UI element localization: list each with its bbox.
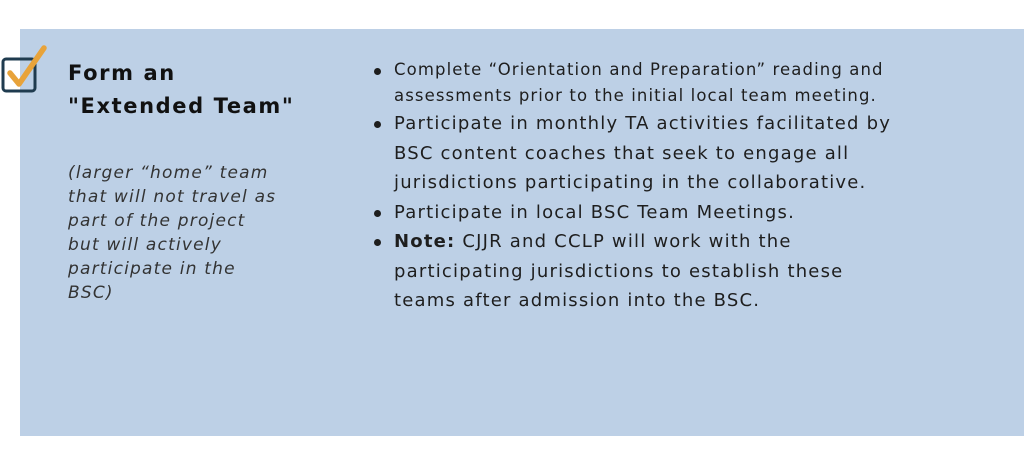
card-subtitle [68,161,338,305]
bullet-line: Complete “Orientation and Preparation” reading and [394,60,884,79]
note-label: Note: [394,231,456,252]
checkbox-checked-icon [0,42,58,100]
subtitle-line: participate in the [68,259,236,279]
subtitle-line: but will actively [68,235,222,255]
bullet-line: Participate in monthly TA activities facilitated by [394,113,892,134]
subtitle-line: BSC) [68,283,114,303]
bullet-item [368,198,1018,228]
bullet-line: BSC content coaches that seek to engage all [394,142,850,164]
subtitle-line: part of the project [68,211,246,231]
bullet-item-note [368,227,1018,316]
bullet-list [368,57,1018,316]
bullet-line [394,227,1018,257]
subtitle-line: that will not travel as [68,187,277,207]
note-text: CJJR and CCLP will work with the [455,231,792,252]
bullet-item [368,57,1018,109]
card-title-line-2: "Extended Team" [68,94,295,118]
bullet-line: Participate in local BSC Team Meetings. [394,201,796,223]
bullet-item [368,109,1018,198]
bullet-line: jurisdictions participating in the collaborative. [394,172,867,193]
bullet-line: assessments prior to the initial local team meeting. [394,86,877,105]
card-title [68,57,348,123]
card-title-line-1: Form an [68,61,176,85]
subtitle-line: (larger “home” team [68,163,269,183]
bullet-line: teams after admission into the BSC. [394,290,761,311]
bullet-line: participating jurisdictions to establish these [394,260,844,282]
